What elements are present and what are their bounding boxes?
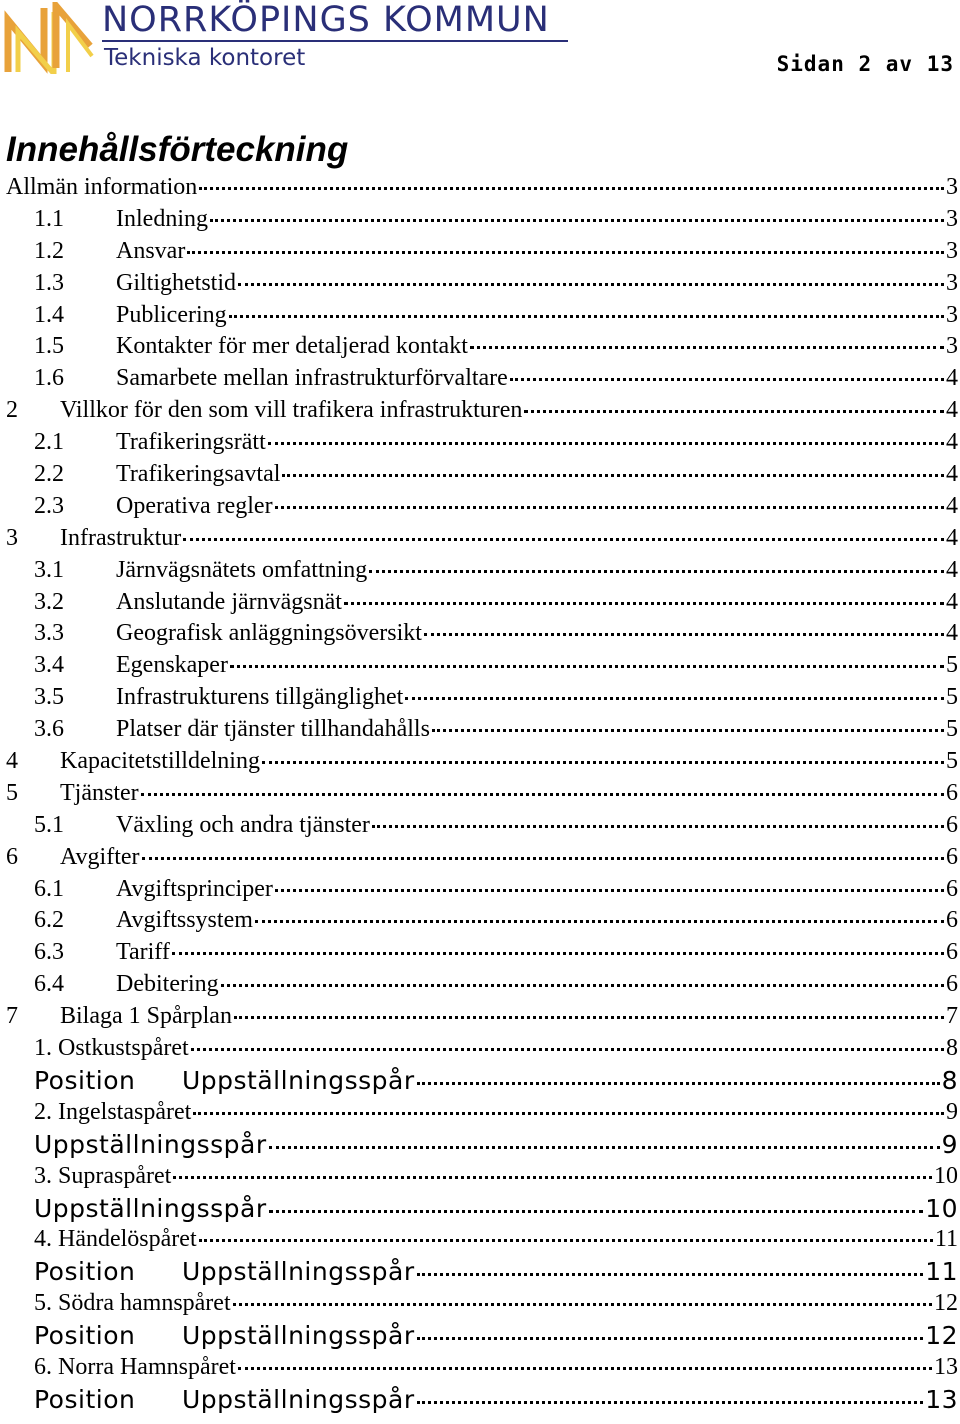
toc-entry-page: 7 [946, 1003, 958, 1030]
toc-entry-label: Anslutande järnvägsnät [116, 588, 342, 615]
toc-entry[interactable] [6, 746, 960, 778]
toc-entry-number: 2 [6, 397, 18, 424]
toc-entry-page: 4 [946, 397, 958, 424]
toc-dot-leader [233, 1303, 932, 1306]
toc-entry[interactable] [6, 331, 960, 363]
toc-dot-leader [275, 889, 944, 892]
toc-entry-page: 4 [946, 620, 958, 647]
toc-entry-label: Allmän information [6, 174, 198, 200]
toc-entry-number: 2.1 [34, 429, 64, 456]
toc-entry[interactable] [6, 268, 960, 300]
toc-entry-label: Kapacitetstilldelning [60, 748, 260, 775]
toc-entry[interactable] [6, 204, 960, 236]
toc-entry-page: 11 [925, 1257, 958, 1287]
toc-dot-leader [417, 1082, 940, 1085]
toc-dot-leader [187, 251, 944, 254]
toc-entry-label: Samarbete mellan infrastrukturförvaltare [116, 365, 508, 392]
toc-dot-leader [344, 602, 944, 605]
toc-dot-leader [262, 761, 944, 764]
toc-entry-page: 6 [946, 971, 958, 998]
toc-dot-leader [524, 410, 944, 413]
toc-dot-leader [369, 570, 944, 573]
toc-entry-label: Ansvar [116, 237, 186, 264]
toc-entry-page: 12 [925, 1321, 958, 1351]
toc-dot-leader [199, 187, 944, 190]
toc-entry[interactable] [6, 874, 960, 906]
page-header [0, 0, 960, 90]
toc-entry[interactable] [6, 1097, 960, 1129]
toc-entry-label: Tariff [116, 939, 170, 966]
toc-entry-page: 13 [934, 1353, 958, 1380]
toc-entry[interactable] [6, 778, 960, 810]
toc-entry[interactable] [6, 236, 960, 268]
toc-entry-label: Kontakter för mer detaljerad kontakt [116, 333, 468, 360]
toc-dot-leader [141, 793, 944, 796]
toc-entry[interactable] [6, 1256, 960, 1288]
toc-dot-leader [432, 729, 944, 732]
toc-entry-number: 3.6 [34, 716, 64, 743]
toc-entry-number: 6 [6, 843, 18, 870]
toc-entry-page: 10 [934, 1162, 958, 1189]
toc-entry-number: 1.1 [34, 205, 64, 232]
toc-entry[interactable] [6, 427, 960, 459]
toc-entry-label: Växling och andra tjänster [116, 811, 370, 838]
toc-entry-label: Platser där tjänster tillhandahålls [116, 716, 430, 743]
toc-entry-label: Tjänster [60, 779, 139, 806]
toc-entry-label: Villkor för den som vill trafikera infrastrukturen [60, 397, 523, 424]
toc-entry[interactable] [6, 1384, 960, 1416]
toc-entry-number: Position [34, 1321, 136, 1351]
toc-entry-number: 1.2 [34, 237, 64, 264]
toc-entry-number: 3.4 [34, 652, 64, 679]
table-of-contents [6, 172, 960, 1416]
toc-entry-page: 6 [946, 875, 958, 902]
toc-entry-number: Position [34, 1384, 136, 1414]
toc-entry-page: 5 [946, 716, 958, 743]
toc-entry-page: 8 [941, 1065, 958, 1095]
toc-entry-number: 5.1 [34, 811, 64, 838]
toc-entry-number: 3.3 [34, 620, 64, 647]
toc-dot-leader [510, 378, 944, 381]
toc-entry[interactable] [6, 842, 960, 874]
toc-entry[interactable] [6, 363, 960, 395]
toc-dot-leader [372, 825, 944, 828]
toc-entry-number: 6.2 [34, 907, 64, 934]
toc-entry-number: 1.5 [34, 333, 64, 360]
toc-entry-page: 8 [946, 1035, 958, 1062]
toc-entry-number: 6.4 [34, 971, 64, 998]
toc-entry-label: Trafikeringsavtal [116, 461, 281, 488]
organization-name: NORRKÖPINGS KOMMUN [102, 0, 550, 40]
toc-entry[interactable] [6, 555, 960, 587]
toc-entry[interactable] [6, 1193, 960, 1225]
toc-dot-leader [255, 920, 944, 923]
toc-entry-number: 3.1 [34, 556, 64, 583]
toc-entry-label: 6. Norra Hamnspåret [34, 1353, 236, 1380]
toc-dot-leader [424, 633, 944, 636]
toc-entry-page: 3 [946, 174, 958, 200]
toc-dot-leader [269, 1210, 924, 1213]
toc-entry-label: Egenskaper [116, 652, 228, 679]
page-number: Sidan 2 av 13 [776, 52, 954, 76]
toc-entry[interactable] [6, 618, 960, 650]
toc-dot-leader [405, 697, 944, 700]
toc-entry-label: Uppställningsspår [182, 1065, 415, 1095]
toc-entry-label: Giltighetstid [116, 269, 236, 296]
toc-entry-page: 6 [946, 843, 958, 870]
toc-entry[interactable] [6, 650, 960, 682]
toc-entry-label: Bilaga 1 Spårplan [60, 1003, 232, 1030]
toc-entry-page: 4 [946, 588, 958, 615]
toc-entry[interactable] [6, 1033, 960, 1065]
toc-entry-label: Uppställningsspår [182, 1257, 415, 1287]
header-divider [102, 40, 568, 42]
toc-entry[interactable] [6, 1065, 960, 1097]
toc-entry-number: 1.3 [34, 269, 64, 296]
toc-entry-number: 6.3 [34, 939, 64, 966]
toc-entry-number: 2.2 [34, 461, 64, 488]
toc-entry-label: Publicering [116, 301, 227, 328]
toc-dot-leader [470, 346, 944, 349]
toc-entry-number: 1.6 [34, 365, 64, 392]
toc-entry-page: 3 [946, 333, 958, 360]
toc-entry[interactable] [6, 905, 960, 937]
toc-entry-page: 5 [946, 684, 958, 711]
toc-entry-page: 6 [946, 907, 958, 934]
toc-entry-label: Infrastruktur [60, 524, 182, 551]
toc-entry-page: 12 [934, 1290, 958, 1317]
toc-dot-leader [238, 1367, 932, 1370]
toc-dot-leader [210, 219, 944, 222]
toc-entry-page: 6 [946, 939, 958, 966]
toc-entry-page: 9 [941, 1129, 958, 1159]
toc-entry-page: 5 [946, 748, 958, 775]
toc-entry[interactable] [6, 810, 960, 842]
toc-entry[interactable] [6, 1001, 960, 1033]
toc-dot-leader [221, 984, 944, 987]
toc-entry[interactable] [6, 937, 960, 969]
toc-dot-leader [142, 857, 944, 860]
toc-entry-page: 6 [946, 811, 958, 838]
toc-entry[interactable] [6, 395, 960, 427]
toc-entry-label: Trafikeringsrätt [116, 429, 266, 456]
toc-entry-label: Uppställningsspår [182, 1321, 415, 1351]
toc-dot-leader [417, 1337, 924, 1340]
toc-entry-label: Avgiftssystem [116, 907, 253, 934]
toc-dot-leader [193, 1112, 944, 1115]
toc-entry-number: 3.2 [34, 588, 64, 615]
toc-entry-page: 3 [946, 269, 958, 296]
toc-entry-page: 4 [946, 492, 958, 519]
toc-entry[interactable] [6, 1288, 960, 1320]
toc-entry-number: 3 [6, 524, 18, 551]
toc-entry[interactable] [6, 491, 960, 523]
norrkoping-logo-icon [4, 2, 94, 74]
toc-entry-page: 3 [946, 237, 958, 264]
toc-dot-leader [268, 442, 944, 445]
toc-entry-label: 4. Händelöspåret [34, 1226, 197, 1253]
toc-entry-number: 3.5 [34, 684, 64, 711]
toc-entry[interactable] [6, 1320, 960, 1352]
toc-entry[interactable] [6, 587, 960, 619]
toc-title: Innehållsförteckning [6, 130, 349, 169]
toc-entry-page: 6 [946, 779, 958, 806]
toc-entry-page: 13 [925, 1384, 958, 1414]
toc-entry-page: 4 [946, 365, 958, 392]
toc-entry-page: 9 [946, 1098, 958, 1125]
toc-dot-leader [183, 538, 944, 541]
toc-entry-label: Infrastrukturens tillgänglighet [116, 684, 404, 711]
toc-entry-label: Uppställningsspår [34, 1193, 267, 1223]
toc-dot-leader [238, 283, 944, 286]
toc-entry-page: 3 [946, 301, 958, 328]
toc-entry-label: Inledning [116, 205, 208, 232]
toc-entry[interactable] [6, 714, 960, 746]
toc-entry-label: Avgifter [60, 843, 140, 870]
toc-entry[interactable] [6, 1129, 960, 1161]
toc-entry-page: 4 [946, 429, 958, 456]
toc-entry-page: 4 [946, 524, 958, 551]
toc-entry-label: Järnvägsnätets omfattning [116, 556, 368, 583]
toc-entry-label: Uppställningsspår [182, 1384, 415, 1414]
department-name: Tekniska kontoret [104, 45, 306, 71]
toc-entry-page: 4 [946, 461, 958, 488]
toc-entry[interactable] [6, 172, 960, 204]
toc-dot-leader [275, 506, 944, 509]
toc-entry-page: 11 [934, 1226, 958, 1253]
toc-entry-number: 5 [6, 779, 18, 806]
toc-entry-label: 5. Södra hamnspåret [34, 1290, 231, 1317]
toc-entry-label: 3. Supraspåret [34, 1162, 172, 1189]
toc-entry-label: Operativa regler [116, 492, 273, 519]
toc-dot-leader [417, 1273, 924, 1276]
toc-entry-page: 10 [925, 1193, 958, 1223]
toc-entry[interactable] [6, 523, 960, 555]
toc-entry-number: 4 [6, 748, 18, 775]
toc-dot-leader [234, 1016, 944, 1019]
toc-entry-label: Avgiftsprinciper [116, 875, 273, 902]
toc-entry-number: 1.4 [34, 301, 64, 328]
toc-entry[interactable] [6, 459, 960, 491]
toc-entry-number: 2.3 [34, 492, 64, 519]
toc-entry-label: Debitering [116, 971, 219, 998]
toc-entry-label: Uppställningsspår [34, 1129, 267, 1159]
toc-entry-number: Position [34, 1257, 136, 1287]
toc-entry-number: 7 [6, 1003, 18, 1030]
toc-entry-label: 1. Ostkustspåret [34, 1035, 189, 1062]
toc-dot-leader [199, 1239, 933, 1242]
toc-entry-page: 3 [946, 205, 958, 232]
toc-entry[interactable] [6, 1161, 960, 1193]
toc-dot-leader [269, 1146, 940, 1149]
toc-entry[interactable] [6, 1352, 960, 1384]
toc-dot-leader [229, 315, 944, 318]
toc-dot-leader [191, 1048, 944, 1051]
toc-entry-page: 4 [946, 556, 958, 583]
toc-entry[interactable] [6, 969, 960, 1001]
toc-entry-label: Geografisk anläggningsöversikt [116, 620, 422, 647]
toc-dot-leader [173, 1176, 932, 1179]
toc-entry-page: 5 [946, 652, 958, 679]
toc-dot-leader [282, 474, 944, 477]
toc-dot-leader [230, 665, 944, 668]
toc-entry-number: 6.1 [34, 875, 64, 902]
toc-dot-leader [172, 952, 944, 955]
toc-entry[interactable] [6, 300, 960, 332]
toc-entry[interactable] [6, 1224, 960, 1256]
toc-entry-number: Position [34, 1065, 136, 1095]
toc-dot-leader [417, 1401, 924, 1404]
toc-entry[interactable] [6, 682, 960, 714]
toc-entry-label: 2. Ingelstaspåret [34, 1098, 192, 1125]
